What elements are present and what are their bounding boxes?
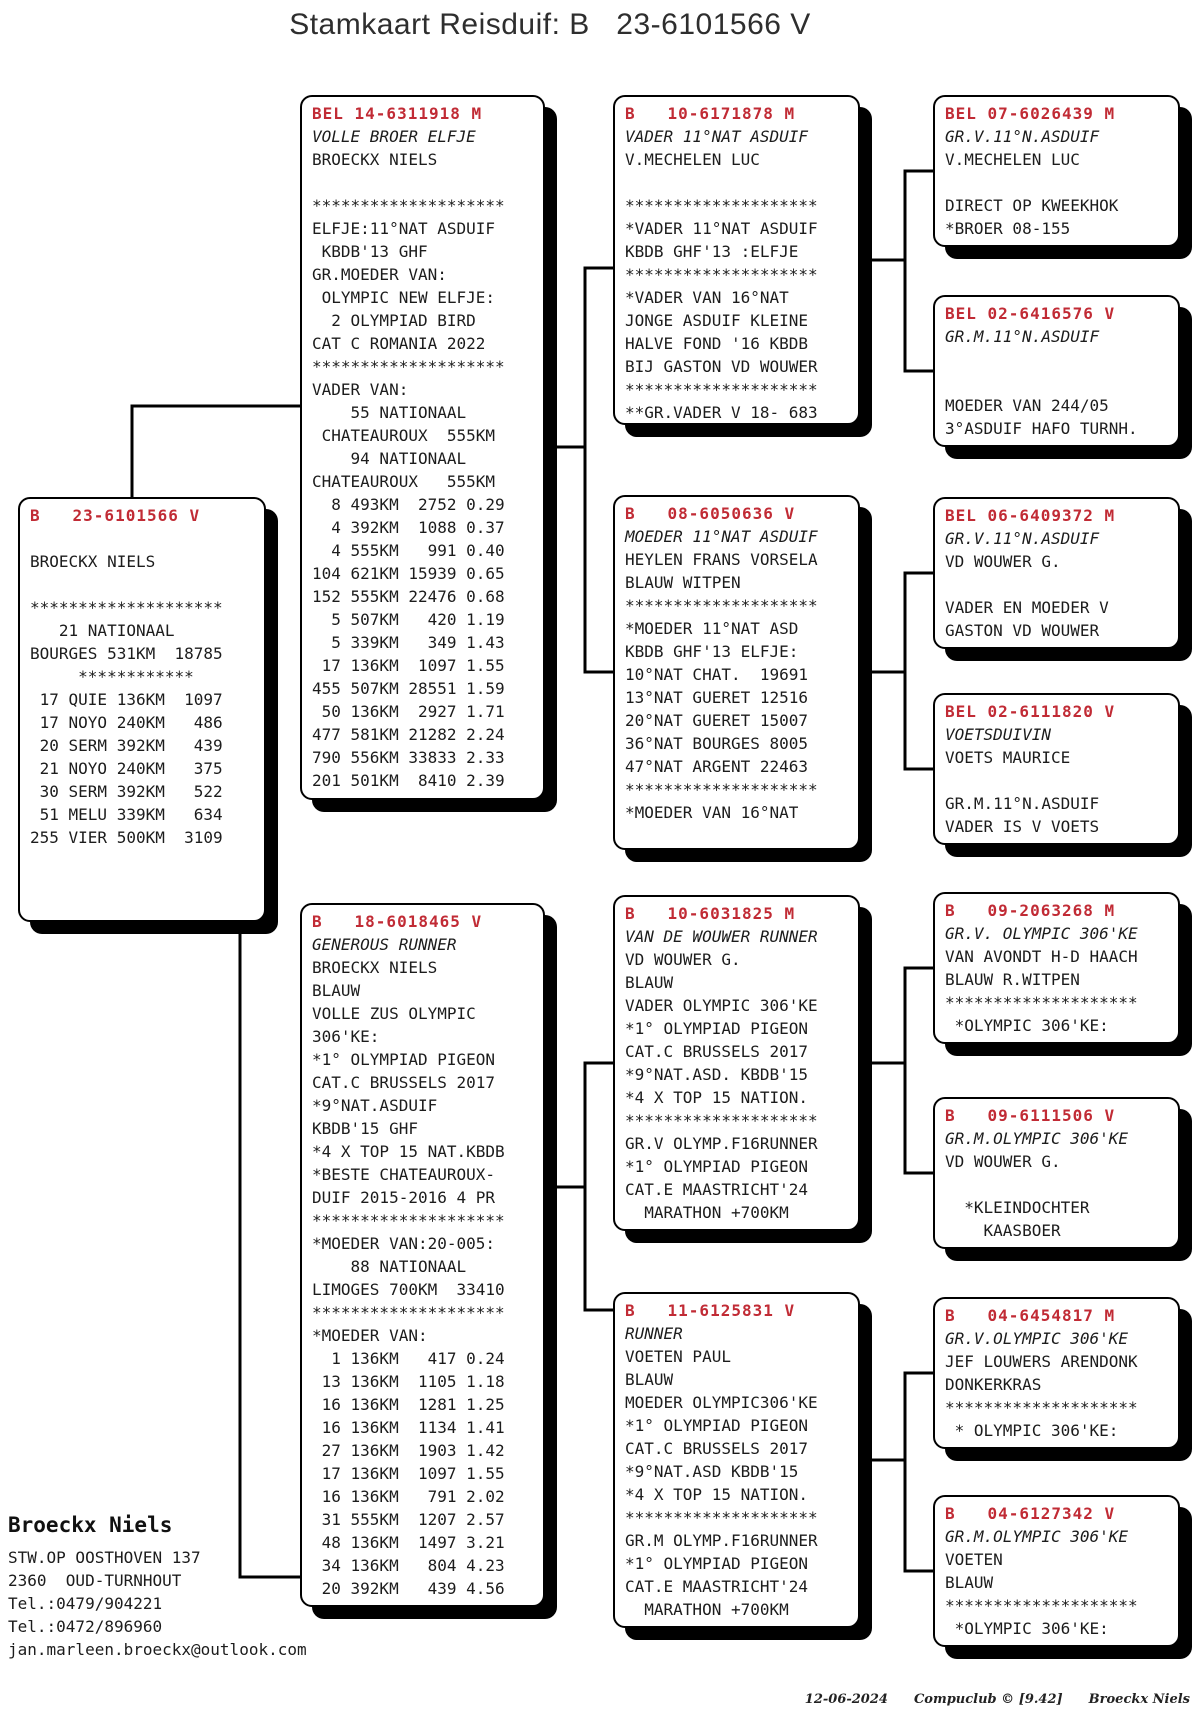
box-line [945, 348, 1172, 371]
box-line: JEF LOUWERS ARENDONK [945, 1352, 1138, 1371]
breeder-address-line: Tel.:0479/904221 [8, 1594, 163, 1613]
box-line: 13 136KM 1105 1.18 [312, 1372, 505, 1391]
box-line: *9°NAT.ASD KBDB'15 [625, 1462, 799, 1481]
box-line: KAASBOER [945, 1221, 1061, 1240]
box-line: MOEDER VAN 244/05 [945, 396, 1109, 415]
footer-date: 12-06-2024 [804, 1692, 888, 1707]
box-line: ******************** [625, 265, 818, 284]
ring-number: B 23-6101566 V [30, 506, 201, 525]
box-line: *1° OLYMPIAD PIGEON [625, 1416, 809, 1435]
pedigree-box-sire-sire-dam [933, 295, 1180, 447]
box-line: 31 555KM 1207 2.57 [312, 1510, 505, 1529]
box-line: BLAUW [625, 973, 674, 992]
pigeon-name-line: GR.V.11°N.ASDUIF [945, 127, 1100, 146]
box-line: BROECKX NIELS [312, 958, 438, 977]
box-line: *BROER 08-155 [945, 219, 1071, 238]
pedigree-box-sire-dam-dam [933, 693, 1180, 845]
box-line: V.MECHELEN LUC [945, 150, 1080, 169]
box-line: KBDB GHF'13 :ELFJE [625, 242, 799, 261]
box-line: *9°NAT.ASDUIF [312, 1096, 438, 1115]
box-line: ******************** [625, 380, 818, 399]
box-line: HALVE FOND '16 KBDB [625, 334, 809, 353]
box-line: CAT.E MAASTRICHT'24 [625, 1180, 809, 1199]
box-line: *VADER 11°NAT ASDUIF [625, 219, 818, 238]
box-line: ******************** [625, 196, 818, 215]
box-line: 4 392KM 1088 0.37 [312, 518, 505, 537]
pigeon-name-line: VOLLE BROER ELFJE [312, 127, 476, 146]
box-line: MARATHON +700KM [625, 1600, 789, 1619]
pigeon-name-line: GR.V.OLYMPIC 306'KE [945, 1329, 1129, 1348]
box-line: 5 339KM 349 1.43 [312, 633, 505, 652]
box-line: 17 NOYO 240KM 486 [30, 713, 223, 732]
box-line: 477 581KM 21282 2.24 [312, 725, 505, 744]
box-line: 34 136KM 804 4.23 [312, 1556, 505, 1575]
box-line: 255 VIER 500KM 3109 [30, 828, 223, 847]
box-line: JONGE ASDUIF KLEINE [625, 311, 809, 330]
pigeon-name-line: VADER 11°NAT ASDUIF [625, 127, 809, 146]
box-line: 104 621KM 15939 0.65 [312, 564, 505, 583]
box-line: 88 NATIONAAL [312, 1257, 467, 1276]
box-line: VD WOUWER G. [945, 1152, 1061, 1171]
box-line: ******************** [312, 357, 505, 376]
box-line: 3°ASDUIF HAFO TURNH. [945, 419, 1138, 438]
pedigree-box-sire-dam-sire [933, 497, 1180, 649]
box-line: 21 NOYO 240KM 375 [30, 759, 223, 778]
box-line: *VADER VAN 16°NAT [625, 288, 789, 307]
ring-number: BEL 06-6409372 M [945, 506, 1116, 525]
box-line: DONKERKRAS [945, 1375, 1042, 1394]
box-line [312, 171, 537, 194]
box-line: *1° OLYMPIAD PIGEON [625, 1554, 809, 1573]
box-line: ******************** [625, 596, 818, 615]
box-line: ******************** [625, 1111, 818, 1130]
box-line: VADER VAN: [312, 380, 409, 399]
box-line: 1 136KM 417 0.24 [312, 1349, 505, 1368]
box-line [945, 171, 1172, 194]
box-line: BOURGES 531KM 18785 [30, 644, 223, 663]
box-line: 50 136KM 2927 1.71 [312, 702, 505, 721]
box-line: 55 NATIONAAL [312, 403, 467, 422]
box-line: CAT.C BRUSSELS 2017 [625, 1439, 809, 1458]
box-line: BLAUW [945, 1573, 994, 1592]
pigeon-name-line: MOEDER 11°NAT ASDUIF [625, 527, 818, 546]
box-line: DIRECT OP KWEEKHOK [945, 196, 1119, 215]
box-line: OLYMPIC NEW ELFJE: [312, 288, 496, 307]
box-line: ******************** [945, 1596, 1138, 1615]
box-line: 16 136KM 791 2.02 [312, 1487, 505, 1506]
box-line: 455 507KM 28551 1.59 [312, 679, 505, 698]
box-line: VOLLE ZUS OLYMPIC [312, 1004, 476, 1023]
pedigree-box-dam-dam [613, 1292, 860, 1628]
pigeon-name-line: GR.V.11°N.ASDUIF [945, 529, 1100, 548]
pedigree-box-sire-sire [613, 95, 860, 425]
pedigree-box-sire-dam [613, 495, 860, 850]
box-line [945, 573, 1172, 596]
box-line [945, 1173, 1172, 1196]
box-line: 790 556KM 33833 2.33 [312, 748, 505, 767]
footer-software: Compuclub © [9.42] [913, 1692, 1063, 1707]
ring-number: B 08-6050636 V [625, 504, 796, 523]
breeder-address-line: STW.OP OOSTHOVEN 137 [8, 1548, 201, 1567]
box-line: *OLYMPIC 306'KE: [945, 1016, 1109, 1035]
ring-number: B 10-6171878 M [625, 104, 796, 123]
box-line: VOETEN PAUL [625, 1347, 731, 1366]
box-line: VOETS MAURICE [945, 748, 1071, 767]
box-line: BROECKX NIELS [312, 150, 438, 169]
box-line: BROECKX NIELS [30, 552, 156, 571]
box-line: 4 555KM 991 0.40 [312, 541, 505, 560]
box-line: *MOEDER 11°NAT ASD [625, 619, 799, 638]
box-line: 94 NATIONAAL [312, 449, 467, 468]
ring-number: BEL 02-6111820 V [945, 702, 1116, 721]
box-line: CAT.C BRUSSELS 2017 [625, 1042, 809, 1061]
box-line: ******************** [625, 780, 818, 799]
box-line: *9°NAT.ASD. KBDB'15 [625, 1065, 809, 1084]
box-line: *4 X TOP 15 NATION. [625, 1088, 809, 1107]
box-line: CAT C ROMANIA 2022 [312, 334, 486, 353]
box-line: KBDB'15 GHF [312, 1119, 418, 1138]
ring-number: B 09-2063268 M [945, 901, 1116, 920]
box-line: BLAUW WITPEN [625, 573, 741, 592]
breeder-address [8, 1546, 307, 1661]
ring-number: B 04-6454817 M [945, 1306, 1116, 1325]
breeder-block [8, 1512, 307, 1661]
footer-breeder: Broeckx Niels [1088, 1692, 1190, 1707]
box-line: 2 OLYMPIAD BIRD [312, 311, 476, 330]
breeder-address-line: Tel.:0472/896960 [8, 1617, 163, 1636]
box-line: HEYLEN FRANS VORSELA [625, 550, 818, 569]
box-line: *1° OLYMPIAD PIGEON [312, 1050, 496, 1069]
pigeon-name-line: GR.V. OLYMPIC 306'KE [945, 924, 1138, 943]
box-line: *4 X TOP 15 NAT.KBDB [312, 1142, 505, 1161]
box-line: 201 501KM 8410 2.39 [312, 771, 505, 790]
box-line: 10°NAT CHAT. 19691 [625, 665, 809, 684]
box-line [625, 171, 852, 194]
box-line: 16 136KM 1134 1.41 [312, 1418, 505, 1437]
pigeon-name-line: GR.M.OLYMPIC 306'KE [945, 1527, 1129, 1546]
box-line: **GR.VADER V 18- 683 [625, 403, 818, 422]
box-line: *OLYMPIC 306'KE: [945, 1619, 1109, 1638]
pedigree-box-dam-dam-sire [933, 1297, 1180, 1449]
box-line: VOETEN [945, 1550, 1003, 1569]
ring-number: B 10-6031825 M [625, 904, 796, 923]
box-line [945, 769, 1172, 792]
box-line: ELFJE:11°NAT ASDUIF [312, 219, 496, 238]
box-line: BLAUW R.WITPEN [945, 970, 1080, 989]
box-line: BIJ GASTON VD WOUWER [625, 357, 818, 376]
box-line: BLAUW [312, 981, 361, 1000]
box-line [30, 527, 258, 550]
breeder-address-line: jan.marleen.broeckx@outlook.com [8, 1640, 307, 1659]
box-line: ******************** [312, 1211, 505, 1230]
box-line: VD WOUWER G. [625, 950, 741, 969]
ring-number: BEL 07-6026439 M [945, 104, 1116, 123]
box-line: 8 493KM 2752 0.29 [312, 495, 505, 514]
box-line: ******************** [945, 1398, 1138, 1417]
box-line: 17 136KM 1097 1.55 [312, 656, 505, 675]
box-line: 21 NATIONAAL [30, 621, 175, 640]
box-line: VADER EN MOEDER V [945, 598, 1109, 617]
box-line: ******************** [312, 1303, 505, 1322]
box-line: ******************** [945, 993, 1138, 1012]
box-line [945, 371, 1172, 394]
box-line [30, 573, 258, 596]
box-line: GR.V OLYMP.F16RUNNER [625, 1134, 818, 1153]
pedigree-box-dam-sire-dam [933, 1097, 1180, 1249]
box-line: 16 136KM 1281 1.25 [312, 1395, 505, 1414]
box-line: 20 SERM 392KM 439 [30, 736, 223, 755]
box-line: *1° OLYMPIAD PIGEON [625, 1019, 809, 1038]
pigeon-name-line: GR.M.11°N.ASDUIF [945, 327, 1100, 346]
box-line: GR.MOEDER VAN: [312, 265, 447, 284]
pedigree-box-dam [300, 903, 545, 1607]
pedigree-box-sire [300, 95, 545, 800]
ring-number: B 18-6018465 V [312, 912, 483, 931]
box-line: VD WOUWER G. [945, 552, 1061, 571]
pedigree-box-dam-sire-sire [933, 892, 1180, 1044]
box-line: 13°NAT GUERET 12516 [625, 688, 809, 707]
pedigree-box-dam-sire [613, 895, 860, 1231]
box-line: VADER IS V VOETS [945, 817, 1100, 836]
box-line: DUIF 2015-2016 4 PR [312, 1188, 496, 1207]
box-line: ******************** [312, 196, 505, 215]
box-line: 30 SERM 392KM 522 [30, 782, 223, 801]
footer [805, 1692, 1190, 1707]
box-line: LIMOGES 700KM 33410 [312, 1280, 505, 1299]
box-line: 5 507KM 420 1.19 [312, 610, 505, 629]
pigeon-name-line: VOETSDUIVIN [945, 725, 1051, 744]
pedigree-box-sire-sire-sire [933, 95, 1180, 247]
box-line: *MOEDER VAN 16°NAT [625, 803, 799, 822]
page-title: Stamkaart Reisduif: B 23-6101566 V [289, 8, 811, 41]
pigeon-name-line: VAN DE WOUWER RUNNER [625, 927, 818, 946]
box-line: *BESTE CHATEAUROUX- [312, 1165, 496, 1184]
box-line: *1° OLYMPIAD PIGEON [625, 1157, 809, 1176]
box-line: VADER OLYMPIC 306'KE [625, 996, 818, 1015]
box-line: CAT.C BRUSSELS 2017 [312, 1073, 496, 1092]
ring-number: B 09-6111506 V [945, 1106, 1116, 1125]
breeder-name: Broeckx Niels [8, 1513, 173, 1537]
box-line: *4 X TOP 15 NATION. [625, 1485, 809, 1504]
box-line: CHATEAUROUX 555KM [312, 426, 496, 445]
box-line: KBDB GHF'13 ELFJE: [625, 642, 799, 661]
pigeon-name-line: GENEROUS RUNNER [312, 935, 457, 954]
box-line: 47°NAT ARGENT 22463 [625, 757, 809, 776]
box-line: 51 MELU 339KM 634 [30, 805, 223, 824]
box-line: GASTON VD WOUWER [945, 621, 1100, 640]
ring-number: B 11-6125831 V [625, 1301, 796, 1320]
box-line: *KLEINDOCHTER [945, 1198, 1090, 1217]
box-line: *MOEDER VAN: [312, 1326, 428, 1345]
box-line: ************ [30, 667, 194, 686]
box-line: GR.M OLYMP.F16RUNNER [625, 1531, 818, 1550]
box-line: 306'KE: [312, 1027, 380, 1046]
box-line: 20 392KM 439 4.56 [312, 1579, 505, 1598]
box-line: GR.M.11°N.ASDUIF [945, 794, 1100, 813]
box-line: MARATHON +700KM [625, 1203, 789, 1222]
pedigree-box-dam-dam-dam [933, 1495, 1180, 1647]
box-line: *MOEDER VAN:20-005: [312, 1234, 496, 1253]
box-line: CHATEAUROUX 555KM [312, 472, 496, 491]
pigeon-name-line: GR.M.OLYMPIC 306'KE [945, 1129, 1129, 1148]
pedigree-box-subject [18, 497, 266, 922]
box-line: 152 555KM 22476 0.68 [312, 587, 505, 606]
box-line: KBDB'13 GHF [312, 242, 428, 261]
ring-number: B 04-6127342 V [945, 1504, 1116, 1523]
box-line: V.MECHELEN LUC [625, 150, 760, 169]
box-line: 36°NAT BOURGES 8005 [625, 734, 809, 753]
ring-number: BEL 14-6311918 M [312, 104, 483, 123]
ring-number: BEL 02-6416576 V [945, 304, 1116, 323]
box-line: 20°NAT GUERET 15007 [625, 711, 809, 730]
box-line: ******************** [625, 1508, 818, 1527]
box-line: BLAUW [625, 1370, 674, 1389]
box-line: 17 QUIE 136KM 1097 [30, 690, 223, 709]
box-line: VAN AVONDT H-D HAACH [945, 947, 1138, 966]
box-line: MOEDER OLYMPIC306'KE [625, 1393, 818, 1412]
breeder-address-line: 2360 OUD-TURNHOUT [8, 1571, 182, 1590]
box-line: 27 136KM 1903 1.42 [312, 1441, 505, 1460]
box-line: ******************** [30, 598, 223, 617]
pigeon-name-line: RUNNER [625, 1324, 683, 1343]
box-line: 48 136KM 1497 3.21 [312, 1533, 505, 1552]
box-line: CAT.E MAASTRICHT'24 [625, 1577, 809, 1596]
box-line: 17 136KM 1097 1.55 [312, 1464, 505, 1483]
box-line: * OLYMPIC 306'KE: [945, 1421, 1119, 1440]
